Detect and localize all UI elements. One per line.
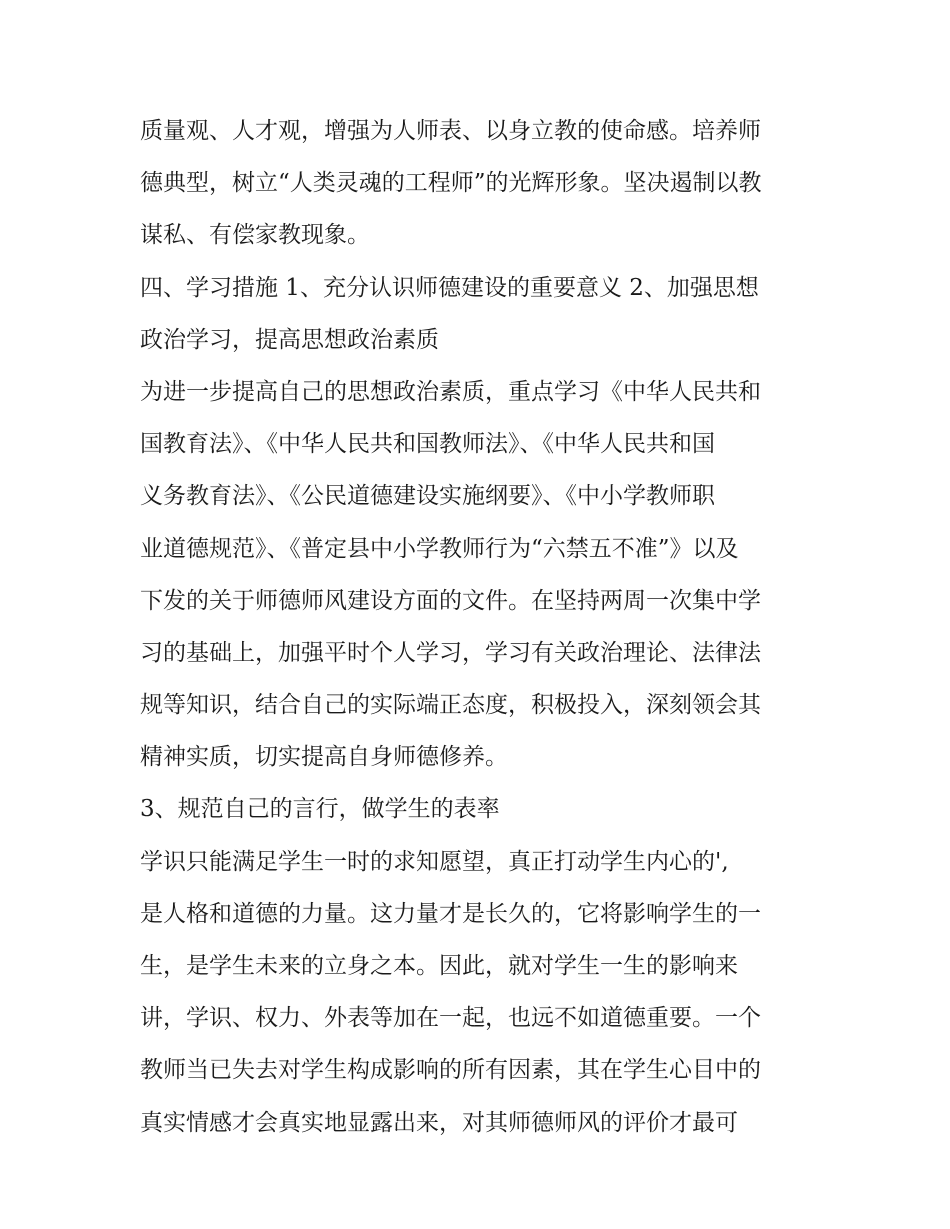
body-text <box>140 105 830 1149</box>
text-line: 精神实质，切实提高自身师德修养。 <box>140 744 508 771</box>
text-line: 质量观、人才观，增强为人师表、以身立教的使命感。培养师 <box>140 118 761 144</box>
subheading-line: 3、规范自己的言行，做学生的表率 <box>140 796 500 823</box>
text-line: 为进一步提高自己的思想政治素质，重点学习《中华人民共和 <box>140 378 761 405</box>
text-line: 国教育法》、《中华人民共和国教师法》、《中华人民共和国 <box>140 431 715 458</box>
text-line: 生，是学生未来的立身之本。因此，就对学生一生的影响来 <box>140 953 738 979</box>
text-line: 规等知识，结合自己的实际端正态度，积极投入，深刻领会其 <box>140 692 761 719</box>
text-line: 德典型，树立“人类灵魂的工程师”的光辉形象。坚决遏制以教 <box>140 170 762 197</box>
text-line: 下发的关于师德师风建设方面的文件。在坚持两周一次集中学 <box>140 587 761 614</box>
section-heading-line: 四、学习措施 1、充分认识师德建设的重要意义 2、加强思想 <box>140 274 759 301</box>
section-heading-line: 政治学习，提高思想政治素质 <box>140 326 439 353</box>
text-line: 学识只能满足学生一时的求知愿望，真正打动学生内心的', <box>140 848 729 875</box>
text-line: 业道德规范》、《普定县中小学教师行为“六禁五不准”》以及 <box>140 535 739 562</box>
text-line: 讲，学识、权力、外表等加在一起，也远不如道德重要。一个 <box>140 1005 761 1032</box>
text-line: 真实情感才会真实地显露出来，对其师德师风的评价才最可 <box>140 1109 738 1136</box>
text-line: 是人格和道德的力量。这力量才是长久的，它将影响学生的一 <box>140 900 761 927</box>
text-line: 谋私、有偿家教现象。 <box>140 222 370 249</box>
text-line: 教师当已失去对学生构成影响的所有因素，其在学生心目中的 <box>140 1057 761 1084</box>
text-line: 义务教育法》、《公民道德建设实施纲要》、《中小学教师职 <box>140 483 715 510</box>
text-line: 习的基础上，加强平时个人学习，学习有关政治理论、法律法 <box>140 639 761 666</box>
